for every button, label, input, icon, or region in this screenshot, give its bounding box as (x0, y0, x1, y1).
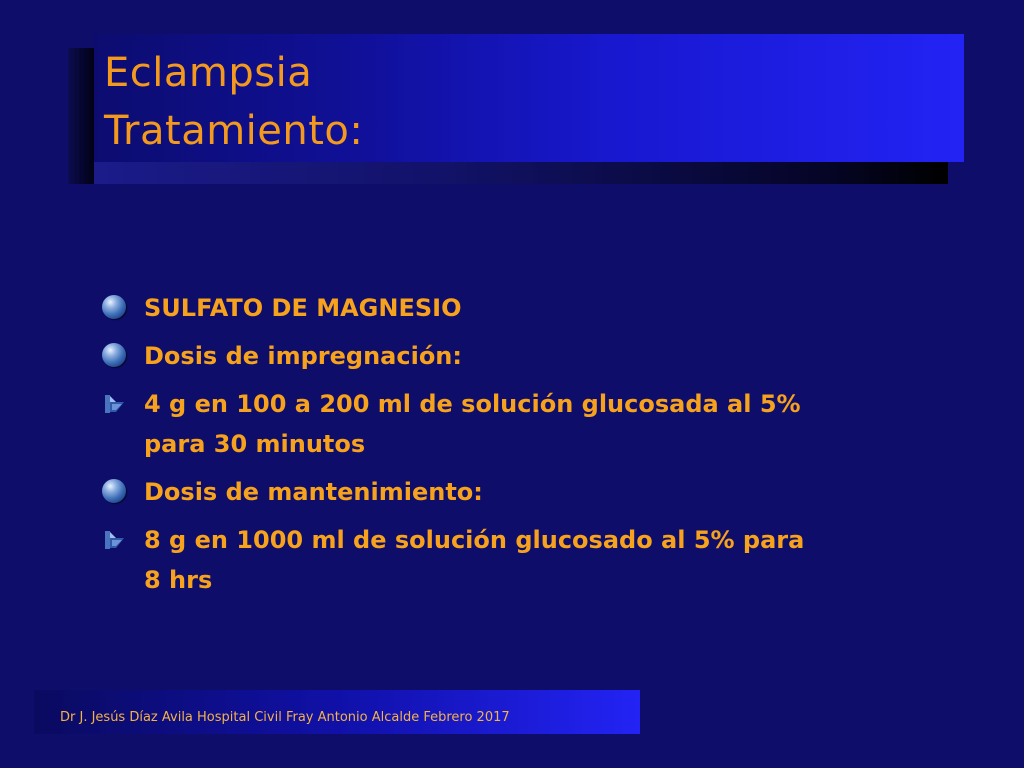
list-item-text: Dosis de mantenimiento: (144, 478, 483, 506)
list-item-text: SULFATO DE MAGNESIO (144, 294, 462, 322)
sphere-bullet-icon (102, 295, 126, 319)
slide-title (104, 44, 363, 160)
list-item-text: Dosis de impregnación: (144, 342, 462, 370)
footer-credit: Dr J. Jesús Díaz Avila Hospital Civil Fray Antonio Alcalde Febrero 2017 (60, 710, 510, 725)
arrow-bullet-icon (102, 528, 126, 552)
sphere-bullet-icon (102, 343, 126, 367)
bullet-list (100, 288, 820, 608)
list-item-text: 4 g en 100 a 200 ml de solución glucosada al 5% para 30 minutos (144, 390, 801, 458)
title-line-2: Tratamiento: (104, 108, 364, 154)
list-item (100, 472, 820, 512)
title-line-1: Eclampsia (104, 50, 313, 96)
list-item (100, 384, 820, 464)
list-item (100, 336, 820, 376)
title-shadow-edge (68, 48, 96, 184)
list-item (100, 520, 820, 600)
sphere-bullet-icon (102, 479, 126, 503)
arrow-bullet-icon (102, 392, 126, 416)
list-item (100, 288, 820, 328)
title-bar-bottom-strip (94, 162, 948, 184)
list-item-text: 8 g en 1000 ml de solución glucosado al 5% para 8 hrs (144, 526, 805, 594)
